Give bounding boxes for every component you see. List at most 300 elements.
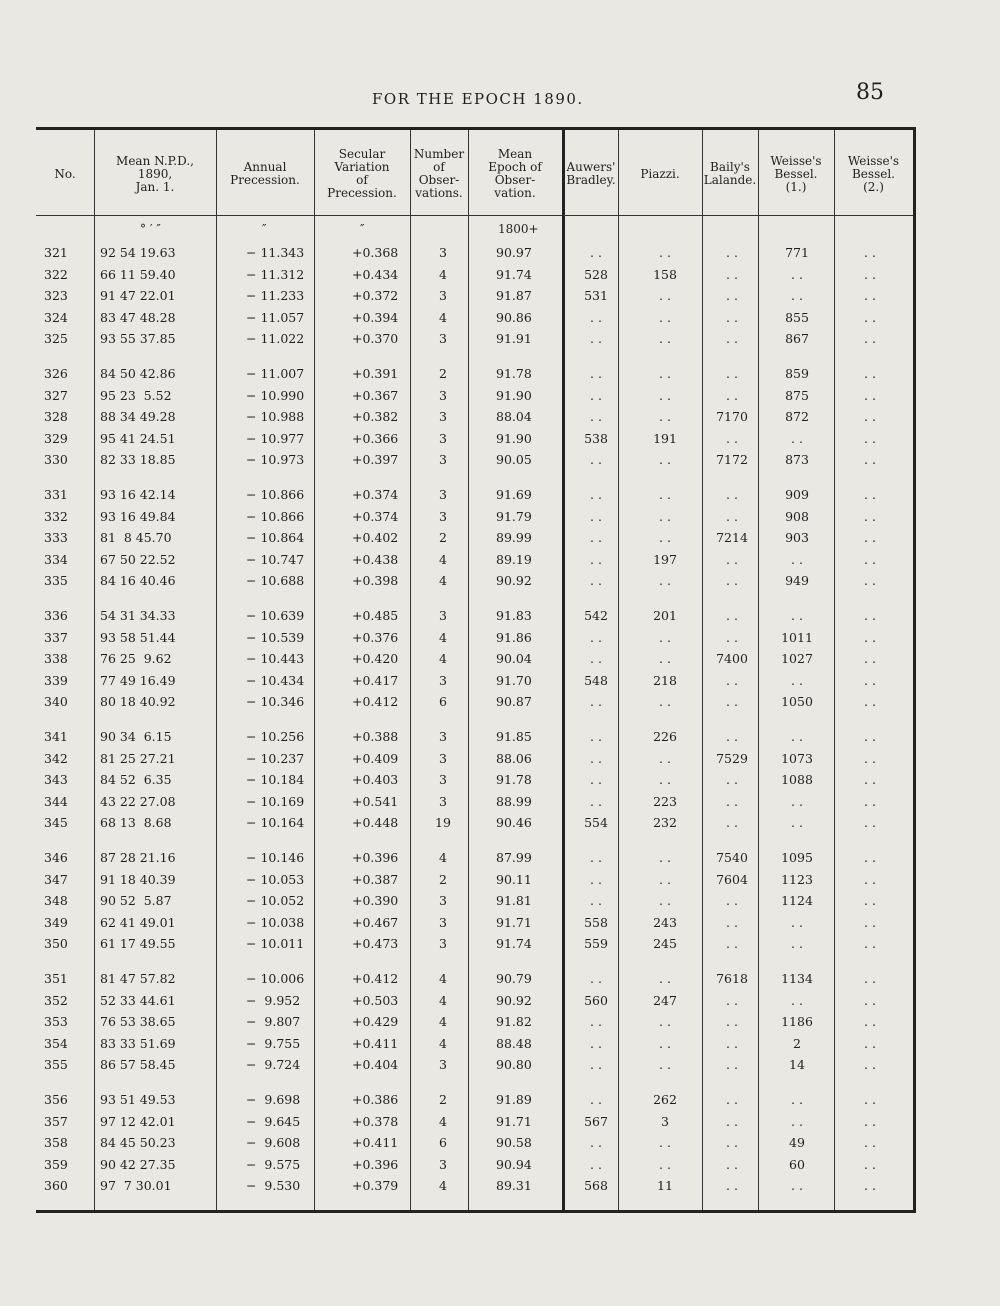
- weisse-bessel-2-ref: . .: [864, 608, 876, 623]
- star-number: 347: [44, 871, 68, 887]
- secular-variation: +0.485: [352, 608, 399, 623]
- piazzi-ref: . .: [659, 750, 671, 766]
- auwers-bradley-ref: . .: [590, 245, 602, 260]
- auwers-bradley-ref: . .: [590, 850, 602, 865]
- table-row: [36, 1057, 916, 1078]
- observation-count: 4: [439, 971, 447, 986]
- piazzi-ref: . .: [659, 1057, 671, 1072]
- star-number: 326: [44, 366, 68, 381]
- piazzi-ref: . .: [659, 409, 671, 424]
- auwers-bradley-ref: . .: [590, 1092, 602, 1107]
- observation-count: 3: [439, 245, 447, 260]
- mean-npd: 81 47 57.82: [100, 971, 176, 986]
- annual-precession: − 11.233: [246, 288, 305, 303]
- star-catalogue-table: [36, 127, 916, 1213]
- weisse-bessel-1-ref: 903: [785, 530, 809, 545]
- weisse-bessel-2-ref: . .: [864, 530, 876, 545]
- piazzi-ref: 197: [653, 551, 677, 567]
- mean-epoch: 90.79: [496, 971, 532, 986]
- table-row: [36, 245, 916, 266]
- table-row: [36, 850, 916, 871]
- table-row: [36, 673, 916, 694]
- piazzi-ref: . .: [659, 1035, 671, 1051]
- auwers-bradley-ref: 568: [584, 1178, 608, 1193]
- column-header-precession: Annual Precession.: [230, 160, 300, 187]
- secular-variation: +0.388: [352, 729, 399, 744]
- mean-epoch: 91.71: [496, 914, 532, 930]
- secular-variation: +0.368: [352, 245, 399, 260]
- weisse-bessel-1-ref: . .: [791, 914, 803, 930]
- annual-precession: − 10.539: [246, 629, 305, 645]
- weisse-bessel-1-ref: 14: [789, 1057, 805, 1072]
- baily-lalande-ref: . .: [726, 793, 738, 809]
- annual-precession: − 9.807: [246, 1014, 301, 1029]
- weisse-bessel-1-ref: . .: [791, 288, 803, 303]
- mean-epoch: 90.87: [496, 694, 532, 709]
- mean-epoch: 88.99: [496, 793, 532, 809]
- baily-lalande-ref: . .: [726, 573, 738, 588]
- secular-variation: +0.366: [352, 430, 399, 446]
- weisse-bessel-1-ref: . .: [791, 992, 803, 1008]
- column-header-weisse-bessel-2: Weisse's Bessel. (2.): [847, 153, 900, 194]
- auwers-bradley-ref: 567: [584, 1113, 608, 1129]
- secular-variation: +0.396: [352, 1156, 399, 1172]
- table-row: [36, 1036, 916, 1057]
- weisse-bessel-1-ref: . .: [791, 608, 803, 623]
- weisse-bessel-2-ref: . .: [864, 871, 876, 887]
- secular-variation: +0.382: [352, 409, 399, 424]
- mean-epoch: 91.78: [496, 366, 532, 381]
- annual-precession: − 10.346: [246, 694, 305, 709]
- secular-variation: +0.402: [352, 530, 399, 545]
- auwers-bradley-ref: . .: [590, 1035, 602, 1051]
- observation-count: 3: [439, 288, 447, 303]
- secular-variation: +0.379: [352, 1178, 399, 1193]
- weisse-bessel-1-ref: 873: [785, 452, 809, 467]
- secular-variation: +0.434: [352, 266, 399, 282]
- mean-npd: 93 16 42.14: [100, 487, 176, 502]
- page-number: 85: [856, 80, 884, 105]
- weisse-bessel-2-ref: . .: [864, 487, 876, 502]
- mean-npd: 82 33 18.85: [100, 452, 176, 467]
- annual-precession: − 10.747: [246, 551, 305, 567]
- star-number: 359: [44, 1156, 68, 1172]
- star-number: 325: [44, 331, 68, 346]
- piazzi-ref: . .: [659, 651, 671, 666]
- table-row: [36, 573, 916, 594]
- baily-lalande-ref: . .: [726, 893, 738, 908]
- weisse-bessel-1-ref: 60: [789, 1156, 805, 1172]
- weisse-bessel-2-ref: . .: [864, 1156, 876, 1172]
- weisse-bessel-2-ref: . .: [864, 288, 876, 303]
- weisse-bessel-2-ref: . .: [864, 1092, 876, 1107]
- secular-variation: +0.376: [352, 629, 399, 645]
- mean-npd: 93 51 49.53: [100, 1092, 176, 1107]
- mean-npd: 54 31 34.33: [100, 608, 176, 623]
- piazzi-ref: 3: [661, 1113, 669, 1129]
- star-number: 339: [44, 672, 68, 688]
- mean-npd: 93 16 49.84: [100, 508, 176, 524]
- auwers-bradley-ref: . .: [590, 1135, 602, 1150]
- auwers-bradley-ref: . .: [590, 487, 602, 502]
- star-number: 331: [44, 487, 68, 502]
- piazzi-ref: . .: [659, 331, 671, 346]
- mean-epoch: 88.04: [496, 409, 532, 424]
- star-number: 357: [44, 1113, 68, 1129]
- secular-variation: +0.467: [352, 914, 399, 930]
- table-row: [36, 1157, 916, 1178]
- unit-degrees-minutes-seconds: ° ′ ″: [140, 222, 161, 236]
- mean-epoch: 91.89: [496, 1092, 532, 1107]
- secular-variation: +0.372: [352, 288, 399, 303]
- annual-precession: − 10.169: [246, 793, 305, 809]
- table-row: [36, 1092, 916, 1113]
- column-header-no: No.: [54, 166, 76, 181]
- mean-npd: 81 8 45.70: [100, 530, 172, 545]
- table-row: [36, 1135, 916, 1156]
- mean-epoch: 91.86: [496, 629, 532, 645]
- mean-npd: 95 41 24.51: [100, 430, 176, 446]
- star-number: 330: [44, 452, 68, 467]
- mean-npd: 90 34 6.15: [100, 729, 172, 744]
- unit-epoch-base: 1800+: [498, 222, 539, 236]
- observation-count: 3: [439, 331, 447, 346]
- mean-npd: 68 13 8.68: [100, 815, 172, 830]
- mean-epoch: 90.86: [496, 309, 532, 325]
- mean-npd: 93 55 37.85: [100, 331, 176, 346]
- star-number: 321: [44, 245, 68, 260]
- weisse-bessel-2-ref: . .: [864, 729, 876, 744]
- star-number: 334: [44, 551, 68, 567]
- weisse-bessel-1-ref: 949: [785, 573, 809, 588]
- annual-precession: − 10.164: [246, 815, 305, 830]
- weisse-bessel-1-ref: 1011: [781, 629, 813, 645]
- column-header-auwers-bradley: Auwers' Bradley.: [566, 160, 616, 187]
- auwers-bradley-ref: . .: [590, 551, 602, 567]
- observation-count: 19: [435, 815, 451, 830]
- piazzi-ref: . .: [659, 629, 671, 645]
- observation-count: 4: [439, 309, 447, 325]
- baily-lalande-ref: . .: [726, 815, 738, 830]
- mean-npd: 95 23 5.52: [100, 387, 172, 403]
- star-number: 327: [44, 387, 68, 403]
- table-row: [36, 409, 916, 430]
- table-row: [36, 971, 916, 992]
- mean-epoch: 91.79: [496, 508, 532, 524]
- weisse-bessel-1-ref: 771: [785, 245, 809, 260]
- observation-count: 2: [439, 530, 447, 545]
- secular-variation: +0.374: [352, 487, 399, 502]
- baily-lalande-ref: . .: [726, 629, 738, 645]
- star-number: 340: [44, 694, 68, 709]
- table-row: [36, 694, 916, 715]
- baily-lalande-ref: . .: [726, 309, 738, 325]
- observation-count: 3: [439, 672, 447, 688]
- observation-count: 3: [439, 750, 447, 766]
- mean-epoch: 90.97: [496, 245, 532, 260]
- mean-epoch: 88.06: [496, 750, 532, 766]
- star-number: 350: [44, 936, 68, 951]
- mean-epoch: 91.91: [496, 331, 532, 346]
- star-number: 344: [44, 793, 68, 809]
- annual-precession: − 9.608: [246, 1135, 301, 1150]
- star-number: 349: [44, 914, 68, 930]
- weisse-bessel-1-ref: 855: [785, 309, 809, 325]
- weisse-bessel-1-ref: 859: [785, 366, 809, 381]
- baily-lalande-ref: . .: [726, 1113, 738, 1129]
- observation-count: 3: [439, 1156, 447, 1172]
- weisse-bessel-1-ref: . .: [791, 1092, 803, 1107]
- baily-lalande-ref: . .: [726, 1156, 738, 1172]
- auwers-bradley-ref: 560: [584, 992, 608, 1008]
- auwers-bradley-ref: . .: [590, 651, 602, 666]
- star-number: 351: [44, 971, 68, 986]
- mean-npd: 84 52 6.35: [100, 772, 172, 787]
- table-row: [36, 729, 916, 750]
- piazzi-ref: 232: [653, 815, 677, 830]
- table-row: [36, 872, 916, 893]
- baily-lalande-ref: . .: [726, 266, 738, 282]
- mean-epoch: 91.78: [496, 772, 532, 787]
- piazzi-ref: . .: [659, 366, 671, 381]
- weisse-bessel-2-ref: . .: [864, 1135, 876, 1150]
- table-row: [36, 509, 916, 530]
- mean-epoch: 87.99: [496, 850, 532, 865]
- observation-count: 4: [439, 266, 447, 282]
- mean-npd: 84 50 42.86: [100, 366, 176, 381]
- observation-count: 6: [439, 1135, 447, 1150]
- weisse-bessel-1-ref: . .: [791, 1113, 803, 1129]
- weisse-bessel-2-ref: . .: [864, 651, 876, 666]
- mean-npd: 62 41 49.01: [100, 914, 176, 930]
- piazzi-ref: . .: [659, 452, 671, 467]
- page-header: [0, 80, 1000, 114]
- auwers-bradley-ref: . .: [590, 694, 602, 709]
- baily-lalande-ref: 7400: [716, 651, 748, 666]
- annual-precession: − 9.575: [246, 1156, 301, 1172]
- baily-lalande-ref: . .: [726, 508, 738, 524]
- observation-count: 3: [439, 772, 447, 787]
- weisse-bessel-2-ref: . .: [864, 266, 876, 282]
- annual-precession: − 10.866: [246, 508, 305, 524]
- mean-npd: 93 58 51.44: [100, 629, 176, 645]
- auwers-bradley-ref: . .: [590, 772, 602, 787]
- secular-variation: +0.503: [352, 992, 399, 1008]
- auwers-bradley-ref: . .: [590, 750, 602, 766]
- mean-npd: 76 25 9.62: [100, 651, 172, 666]
- mean-epoch: 91.82: [496, 1014, 532, 1029]
- star-number: 337: [44, 629, 68, 645]
- annual-precession: − 10.256: [246, 729, 305, 744]
- piazzi-ref: . .: [659, 245, 671, 260]
- secular-variation: +0.473: [352, 936, 399, 951]
- auwers-bradley-ref: 542: [584, 608, 608, 623]
- piazzi-ref: 218: [653, 672, 677, 688]
- auwers-bradley-ref: . .: [590, 1057, 602, 1072]
- baily-lalande-ref: 7529: [716, 750, 748, 766]
- secular-variation: +0.541: [352, 793, 399, 809]
- baily-lalande-ref: . .: [726, 288, 738, 303]
- mean-npd: 83 47 48.28: [100, 309, 176, 325]
- star-number: 348: [44, 893, 68, 908]
- secular-variation: +0.367: [352, 387, 399, 403]
- annual-precession: − 10.864: [246, 530, 305, 545]
- annual-precession: − 10.011: [246, 936, 305, 951]
- annual-precession: − 10.052: [246, 893, 305, 908]
- baily-lalande-ref: 7604: [716, 871, 748, 887]
- column-header-observations: Number of Obser- vations.: [413, 147, 465, 200]
- star-number: 323: [44, 288, 68, 303]
- star-number: 335: [44, 573, 68, 588]
- weisse-bessel-1-ref: . .: [791, 793, 803, 809]
- table-row: [36, 1014, 916, 1035]
- auwers-bradley-ref: . .: [590, 331, 602, 346]
- observation-count: 4: [439, 1035, 447, 1051]
- auwers-bradley-ref: . .: [590, 793, 602, 809]
- mean-npd: 52 33 44.61: [100, 992, 176, 1008]
- auwers-bradley-ref: . .: [590, 452, 602, 467]
- auwers-bradley-ref: 528: [584, 266, 608, 282]
- baily-lalande-ref: . .: [726, 1178, 738, 1193]
- baily-lalande-ref: . .: [726, 608, 738, 623]
- observation-count: 4: [439, 573, 447, 588]
- table-row: [36, 288, 916, 309]
- observation-count: 6: [439, 694, 447, 709]
- table-row: [36, 772, 916, 793]
- table-row: [36, 794, 916, 815]
- mean-epoch: 91.85: [496, 729, 532, 744]
- weisse-bessel-2-ref: . .: [864, 1014, 876, 1029]
- weisse-bessel-1-ref: 1027: [781, 651, 813, 666]
- mean-epoch: 90.46: [496, 815, 532, 830]
- weisse-bessel-2-ref: . .: [864, 1057, 876, 1072]
- baily-lalande-ref: . .: [726, 672, 738, 688]
- observation-count: 4: [439, 651, 447, 666]
- weisse-bessel-2-ref: . .: [864, 750, 876, 766]
- annual-precession: − 10.053: [246, 871, 305, 887]
- weisse-bessel-1-ref: 1073: [781, 750, 813, 766]
- annual-precession: − 10.006: [246, 971, 305, 986]
- secular-variation: +0.391: [352, 366, 399, 381]
- secular-variation: +0.398: [352, 573, 399, 588]
- auwers-bradley-ref: . .: [590, 387, 602, 403]
- piazzi-ref: . .: [659, 871, 671, 887]
- piazzi-ref: . .: [659, 1014, 671, 1029]
- auwers-bradley-ref: 554: [584, 815, 608, 830]
- baily-lalande-ref: . .: [726, 992, 738, 1008]
- annual-precession: − 9.645: [246, 1113, 301, 1129]
- piazzi-ref: . .: [659, 1135, 671, 1150]
- auwers-bradley-ref: . .: [590, 508, 602, 524]
- star-number: 353: [44, 1014, 68, 1029]
- mean-npd: 91 18 40.39: [100, 871, 176, 887]
- baily-lalande-ref: . .: [726, 430, 738, 446]
- weisse-bessel-2-ref: . .: [864, 508, 876, 524]
- observation-count: 3: [439, 430, 447, 446]
- star-number: 341: [44, 729, 68, 744]
- weisse-bessel-1-ref: . .: [791, 815, 803, 830]
- piazzi-ref: 262: [653, 1092, 677, 1107]
- weisse-bessel-1-ref: 909: [785, 487, 809, 502]
- table-row: [36, 651, 916, 672]
- weisse-bessel-1-ref: . .: [791, 551, 803, 567]
- star-number: 333: [44, 530, 68, 545]
- table-row: [36, 452, 916, 473]
- mean-epoch: 91.69: [496, 487, 532, 502]
- table-row: [36, 388, 916, 409]
- weisse-bessel-1-ref: . .: [791, 729, 803, 744]
- mean-npd: 88 34 49.28: [100, 409, 176, 424]
- observation-count: 4: [439, 1014, 447, 1029]
- weisse-bessel-2-ref: . .: [864, 409, 876, 424]
- mean-epoch: 90.80: [496, 1057, 532, 1072]
- weisse-bessel-1-ref: 1186: [781, 1014, 813, 1029]
- observation-count: 2: [439, 1092, 447, 1107]
- mean-epoch: 91.81: [496, 893, 532, 908]
- mean-epoch: 90.05: [496, 452, 532, 467]
- observation-count: 3: [439, 409, 447, 424]
- auwers-bradley-ref: . .: [590, 573, 602, 588]
- auwers-bradley-ref: 548: [584, 672, 608, 688]
- secular-variation: +0.387: [352, 871, 399, 887]
- mean-npd: 66 11 59.40: [100, 266, 176, 282]
- baily-lalande-ref: 7214: [716, 530, 748, 545]
- column-header-piazzi: Piazzi.: [640, 166, 680, 181]
- weisse-bessel-2-ref: . .: [864, 629, 876, 645]
- weisse-bessel-2-ref: . .: [864, 793, 876, 809]
- mean-epoch: 90.11: [496, 871, 532, 887]
- annual-precession: − 11.312: [246, 266, 305, 282]
- secular-variation: +0.417: [352, 672, 399, 688]
- annual-precession: − 10.443: [246, 651, 305, 666]
- observation-count: 3: [439, 914, 447, 930]
- weisse-bessel-1-ref: 49: [789, 1135, 805, 1150]
- piazzi-ref: 191: [653, 430, 677, 446]
- weisse-bessel-1-ref: . .: [791, 672, 803, 688]
- mean-npd: 97 12 42.01: [100, 1113, 176, 1129]
- piazzi-ref: . .: [659, 893, 671, 908]
- weisse-bessel-1-ref: 1134: [781, 971, 813, 986]
- baily-lalande-ref: . .: [726, 729, 738, 744]
- weisse-bessel-2-ref: . .: [864, 893, 876, 908]
- column-header-epoch: Mean Epoch of Obser- vation.: [488, 147, 542, 200]
- weisse-bessel-1-ref: . .: [791, 430, 803, 446]
- weisse-bessel-1-ref: . .: [791, 936, 803, 951]
- mean-npd: 90 42 27.35: [100, 1156, 176, 1172]
- mean-epoch: 91.74: [496, 266, 532, 282]
- auwers-bradley-ref: 559: [584, 936, 608, 951]
- table-row: [36, 915, 916, 936]
- baily-lalande-ref: 7618: [716, 971, 748, 986]
- baily-lalande-ref: . .: [726, 487, 738, 502]
- weisse-bessel-2-ref: . .: [864, 573, 876, 588]
- annual-precession: − 10.866: [246, 487, 305, 502]
- annual-precession: − 10.639: [246, 608, 305, 623]
- weisse-bessel-2-ref: . .: [864, 452, 876, 467]
- running-title: FOR THE EPOCH 1890.: [372, 90, 584, 108]
- column-header-secular: Secular Variation of Precession.: [327, 147, 397, 200]
- baily-lalande-ref: . .: [726, 551, 738, 567]
- mean-epoch: 90.94: [496, 1156, 532, 1172]
- star-number: 355: [44, 1057, 68, 1072]
- secular-variation: +0.412: [352, 971, 399, 986]
- mean-epoch: 90.58: [496, 1135, 532, 1150]
- piazzi-ref: 245: [653, 936, 677, 951]
- mean-epoch: 90.92: [496, 992, 532, 1008]
- weisse-bessel-2-ref: . .: [864, 971, 876, 986]
- annual-precession: − 10.038: [246, 914, 305, 930]
- baily-lalande-ref: . .: [726, 772, 738, 787]
